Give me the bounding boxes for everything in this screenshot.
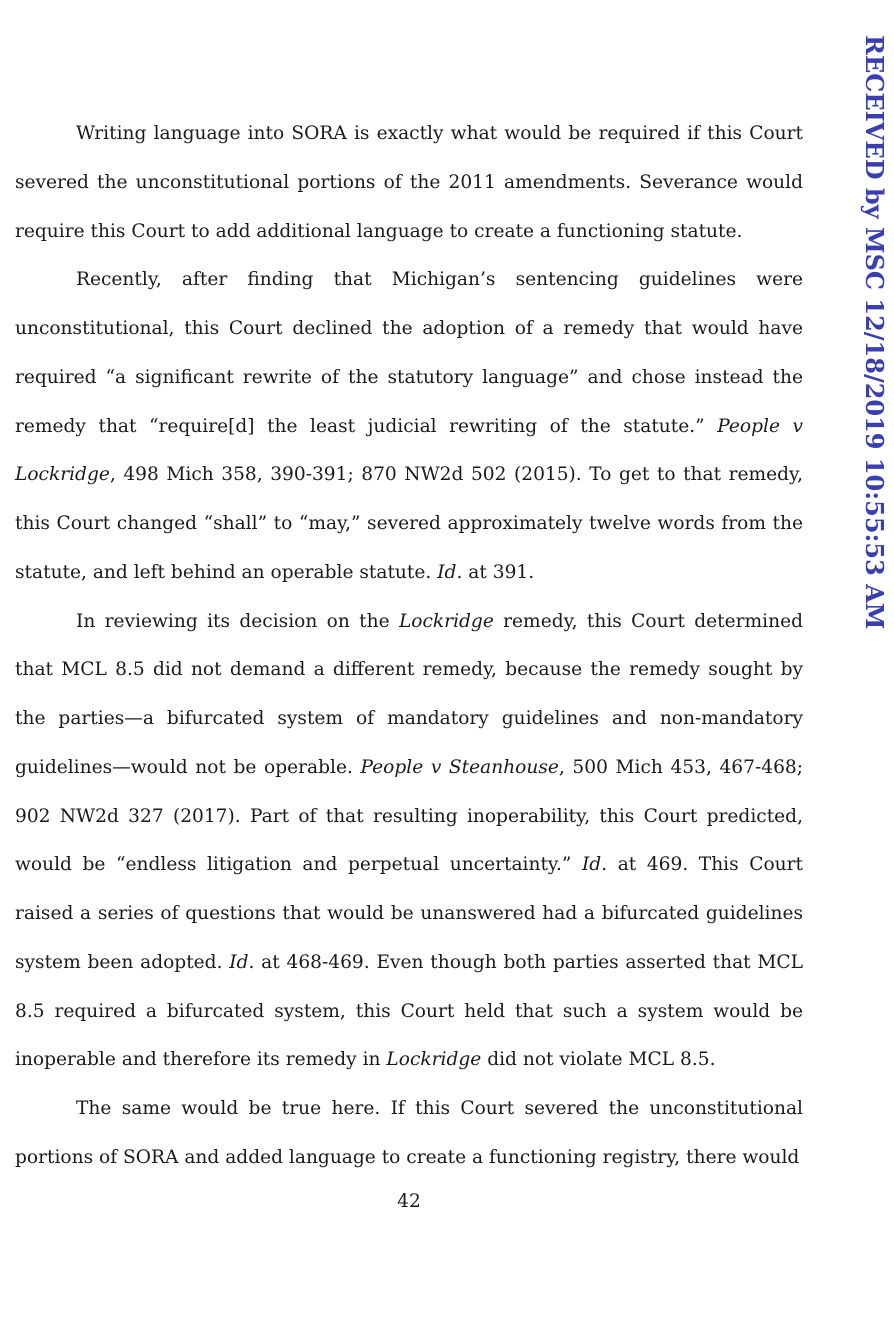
paragraph-text: , 500 Mich 453, 467-468; 902 NW2d 327 (2017). Part of that resulting inoperability, this Court predicted, would be “endless litigation and perpetual uncertainty.”	[15, 756, 804, 876]
paragraph-1	[15, 110, 803, 256]
paragraph-4	[15, 1085, 803, 1183]
paragraph-2	[15, 256, 803, 597]
paragraph-text: In reviewing its decision on the	[76, 610, 399, 632]
document-body	[15, 110, 803, 1183]
case-name-italic: Lockridge	[386, 1049, 482, 1071]
paragraph-text: Recently, after finding that Michigan’s sentencing guidelines were unconstitutional, this Court declined the adoption of a remedy that would have required “a significant rewrite of the statutory language” and chose instead the remedy that “require[d] the least judicial rewriting of the statute.”	[15, 269, 803, 437]
id-citation-italic: Id.	[437, 561, 463, 583]
paragraph-3	[15, 598, 803, 1086]
paragraph-text: at 468-469. Even though both parties asserted that MCL 8.5 required a bifurcated system, this Court held that such a system would be inoperable and therefore its remedy in	[15, 951, 804, 1071]
received-stamp: RECEIVED by MSC 12/18/2019 10:55:53 AM	[860, 35, 889, 630]
paragraph-text: remedy, this Court determined that MCL 8.5 did not demand a different remedy, because the remedy sought by the parties—a bifurcated system of mandatory guidelines and non-mandatory guidelines—would not be operable.	[15, 610, 803, 778]
paragraph-text: Writing language into SORA is exactly what would be required if this Court severed the unconstitutional portions of the 2011 amendments. Severance would require this Court to add additional language to create a functioning statute.	[15, 123, 803, 242]
paragraph-text: at 469. This Court raised a series of questions that would be unanswered had a bifurcated guidelines system been adopted.	[15, 854, 803, 973]
paragraph-text: did not violate MCL 8.5.	[481, 1049, 716, 1071]
id-citation-italic: Id.	[229, 951, 255, 973]
paragraph-text: , 498 Mich 358, 390-391; 870 NW2d 502 (2015). To get to that remedy, this Court changed “shall” to “may,” severed approximately twelve words from the statute, and left behind an operable statute.	[15, 464, 803, 583]
case-name-italic: Lockridge	[398, 610, 494, 632]
case-citation-italic: People v Steanhouse	[360, 756, 559, 778]
case-citation-italic: People v Lockridge	[15, 415, 803, 486]
paragraph-text: The same would be true here. If this Court severed the unconstitutional portions of SORA and added language to create a functioning registry, there would	[15, 1098, 803, 1168]
page-number: 42	[397, 1191, 421, 1212]
id-citation-italic: Id.	[581, 854, 608, 876]
paragraph-text: at 391.	[462, 561, 535, 583]
